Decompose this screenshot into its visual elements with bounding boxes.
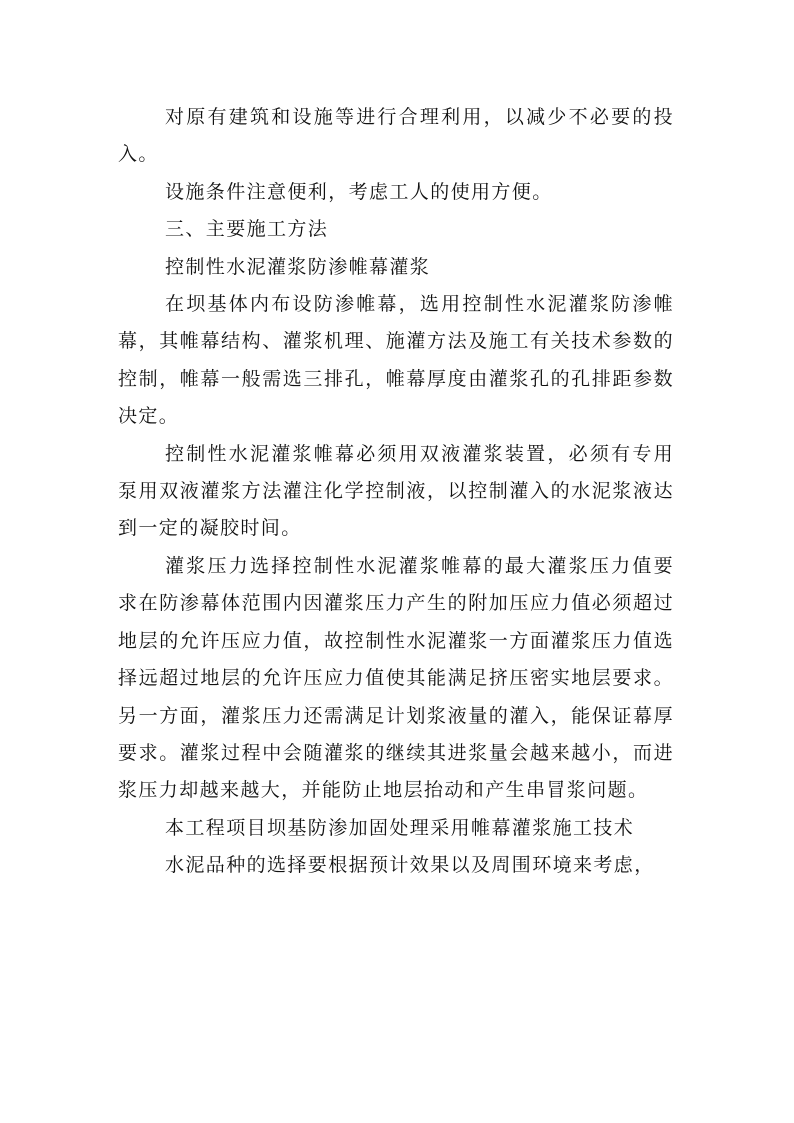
paragraph-project-technique: 本工程项目坝基防渗加固处理采用帷幕灌浆施工技术 (165, 816, 635, 839)
document-body (118, 99, 674, 885)
paragraph-facility-convenience: 设施条件注意便利，考虑工人的使用方便。 (165, 180, 553, 203)
paragraph-grouting-pressure: 灌浆压力选择控制性水泥灌浆帷幕的最大灌浆压力值要求在防渗幕体范围内因灌浆压力产生的附加压应力值必须超过地层的允许压应力值，故控制性水泥灌浆一方面灌浆压力值选择远超过地层的允许压应力值使其能满足挤压密实地层要求。另一方面，灌浆压力还需满足计划浆液量的灌入，能保证幕厚要求。灌浆过程中会随灌浆的继续其进浆量会越来越小，而进浆压力却越来越大，并能防止地层抬动和产生串冒浆问题。 (118, 554, 674, 802)
paragraph-curtain-layout: 在坝基体内布设防渗帷幕，选用控制性水泥灌浆防渗帷幕，其帷幕结构、灌浆机理、施灌方法及施工有关技术参数的控制，帷幕一般需选三排孔，帷幕厚度由灌浆孔的孔排距参数决定。 (118, 293, 674, 428)
subheading-grout-curtain: 控制性水泥灌浆防渗帷幕灌浆 (165, 255, 431, 278)
paragraph-cement-selection: 水泥品种的选择要根据预计效果以及周围环境来考虑， (165, 854, 655, 877)
paragraph-reuse-facilities: 对原有建筑和设施等进行合理利用，以减少不必要的投入。 (118, 106, 674, 166)
section-heading-construction-methods: 三、主要施工方法 (165, 218, 329, 241)
paragraph-double-liquid-grouting: 控制性水泥灌浆帷幕必须用双液灌浆装置，必须有专用泵用双液灌浆方法灌注化学控制液，以控制灌入的水泥浆液达到一定的凝胶时间。 (118, 442, 674, 540)
